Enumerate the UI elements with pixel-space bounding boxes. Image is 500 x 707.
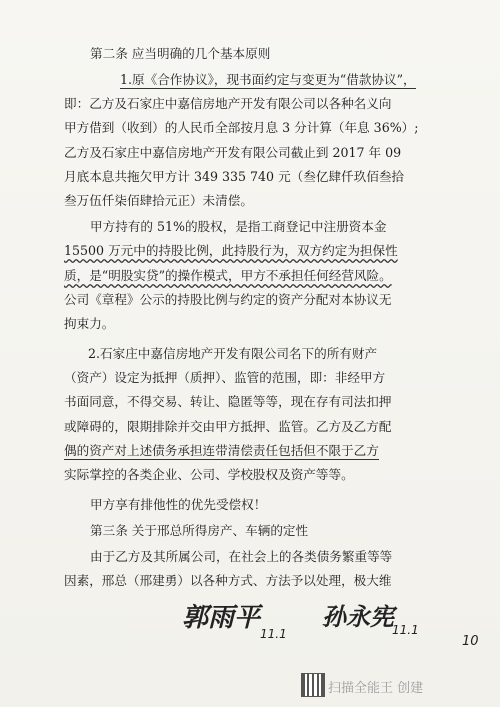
paragraph-line: 实际掌控的各类企业、公司、学校股权及资产等等。 <box>64 467 354 482</box>
section-heading-3: 第三条 关于邢总所得房产、车辆的定性 <box>90 523 309 538</box>
right-signature: 孙永宪 <box>322 603 394 631</box>
paragraph-line: 因素，邢总（邢建勇）以各种方式、方法予以处理，极大维 <box>64 573 392 588</box>
paragraph-line <box>64 443 500 459</box>
paragraph-line: 甲方借到（收到）的人民币全部按月息 3 分计算（年息 36%）; <box>64 120 419 135</box>
paragraph-line <box>120 72 500 88</box>
qr-code-icon <box>301 673 325 697</box>
paragraph-line: 拘束力。 <box>64 316 115 331</box>
right-signature-date: 11.1 <box>392 623 419 637</box>
paragraph-line-text: 偶的资产对上述债务承担连带清偿责任包括但不限于乙方 <box>64 443 379 458</box>
paragraph-line: 书面同意，不得交易、转让、隐匿等等，现在存有司法扣押 <box>64 394 392 409</box>
paragraph-line-text: 15500 万元中的持股比例，此持股行为，双方约定为担保性 <box>64 243 398 258</box>
paragraph-line: 月底本息共拖欠甲方计 349 335 740 元（叁亿肆仟玖佰叁拾 <box>64 169 405 184</box>
left-signature: 郭雨平 <box>182 603 261 633</box>
paragraph-line <box>64 268 500 284</box>
paragraph-line: 叁万伍仟柒佰肆拾元正）未清偿。 <box>64 193 253 208</box>
paragraph-line: 或障碍的，限期排除并交由甲方抵押、监管。乙方及乙方配 <box>64 419 392 434</box>
paragraph-line: 由于乙方及其所属公司，在社会上的各类债务繁重等等 <box>90 549 393 564</box>
paragraph-line: 甲方持有的 51%的股权，是指工商登记中注册资本金 <box>90 219 387 234</box>
page-number: 10 <box>462 634 479 649</box>
paragraph-line: 甲方享有排他性的优先受偿权！ <box>90 497 267 512</box>
paragraph-line-text: 质，是“明股实贷”的操作模式，甲方不承担任何经营风险。 <box>64 268 392 283</box>
paragraph-line: （资产）设定为抵押（质押）、监管的范围，即：非经甲方 <box>64 370 386 385</box>
section-heading-2: 第二条 应当明确的几个基本原则 <box>90 46 271 61</box>
paragraph-line <box>64 243 500 259</box>
scanner-watermark: 扫描全能王 创建 <box>328 681 424 696</box>
left-signature-date: 11.1 <box>260 627 287 641</box>
paragraph-line: 即：乙方及石家庄中嘉信房地产开发有限公司以各种名义向 <box>64 96 392 111</box>
paragraph-line: 2.石家庄中嘉信房地产开发有限公司名下的所有财产 <box>88 346 378 361</box>
paragraph-line: 乙方及石家庄中嘉信房地产开发有限公司截止到 2017 年 09 <box>64 145 402 160</box>
paragraph-line: 公司《章程》公示的持股比例与约定的资产分配对本协议无 <box>64 292 392 307</box>
paragraph-line-text: 1.原《合作协议》，现书面约定与变更为“借款协议”， <box>120 72 416 87</box>
